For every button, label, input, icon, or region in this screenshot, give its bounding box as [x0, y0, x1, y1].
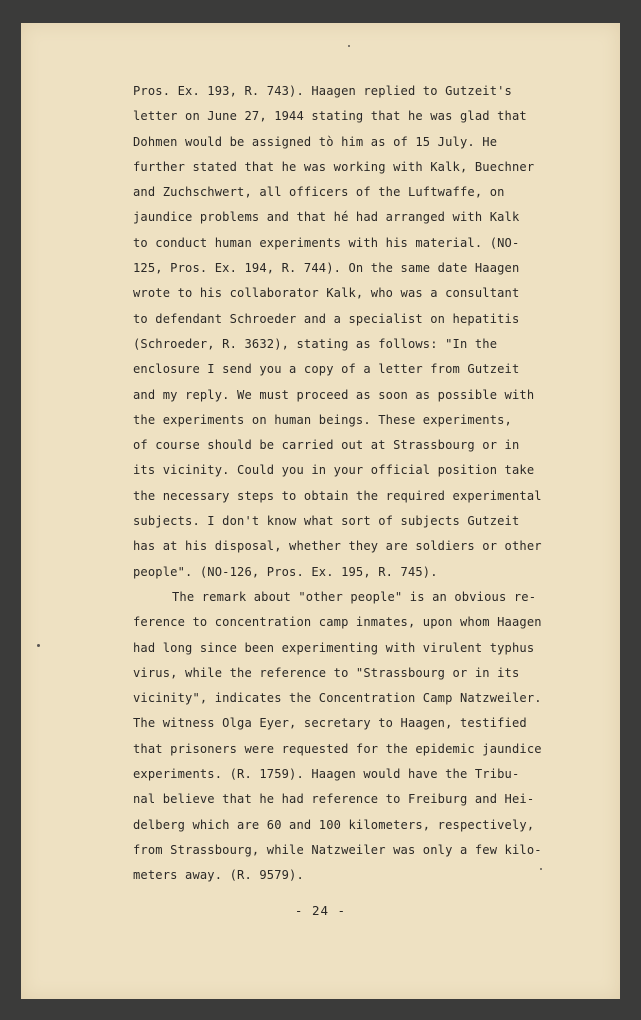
text-line: jaundice problems and that hé had arranged with Kalk — [133, 210, 520, 225]
text-line: the experiments on human beings. These experiments, — [133, 412, 512, 427]
page-number: - 24 - — [294, 903, 347, 918]
paper-speck — [348, 45, 350, 47]
text-line: subjects. I don't know what sort of subjects Gutzeit — [133, 514, 520, 529]
text-line: ference to concentration camp inmates, upon whom Haagen — [133, 615, 542, 630]
text-line: letter on June 27, 1944 stating that he was glad that — [133, 109, 527, 124]
text-line: wrote to his collaborator Kalk, who was a consultant — [133, 286, 520, 301]
text-line: enclosure I send you a copy of a letter from Gutzeit — [133, 362, 520, 377]
text-line: The witness Olga Eyer, secretary to Haagen, testified — [133, 716, 527, 731]
text-line: its vicinity. Could you in your official position take — [133, 463, 535, 478]
text-line: further stated that he was working with Kalk, Buechner — [133, 159, 535, 174]
text-line: virus, while the reference to "Strassbourg or in its — [133, 665, 520, 680]
document-page — [21, 23, 620, 999]
text-line: people". (NO-126, Pros. Ex. 195, R. 745). — [133, 564, 438, 579]
text-line: from Strassbourg, while Natzweiler was only a few kilo- — [133, 842, 542, 857]
text-line: to defendant Schroeder and a specialist on hepatitis — [133, 311, 520, 326]
text-line: had long since been experimenting with virulent typhus — [133, 640, 535, 655]
text-line: of course should be carried out at Strassbourg or in — [133, 438, 520, 453]
text-line: Pros. Ex. 193, R. 743). Haagen replied to Gutzeit's — [133, 84, 512, 98]
text-line: to conduct human experiments with his material. (NO- — [133, 235, 520, 250]
text-line: delberg which are 60 and 100 kilometers, respectively, — [133, 817, 535, 832]
text-line: The remark about "other people" is an obvious re- — [172, 589, 537, 604]
text-line: and my reply. We must proceed as soon as possible with — [133, 387, 535, 402]
text-line: 125, Pros. Ex. 194, R. 744). On the same date Haagen — [133, 261, 520, 276]
text-line: Dohmen would be assigned tò him as of 15 July. He — [133, 134, 498, 149]
text-line: (Schroeder, R. 3632), stating as follows: "In the — [133, 336, 498, 351]
paper-speck — [37, 644, 40, 647]
text-line: vicinity", indicates the Concentration Camp Natzweiler. — [133, 691, 542, 706]
text-line: has at his disposal, whether they are soldiers or other — [133, 539, 542, 554]
text-line: the necessary steps to obtain the required experimental — [133, 488, 542, 503]
text-line: and Zuchschwert, all officers of the Luftwaffe, on — [133, 185, 505, 200]
text-line: experiments. (R. 1759). Haagen would have the Tribu- — [133, 767, 520, 782]
body-text — [133, 79, 563, 889]
text-line: nal believe that he had reference to Freiburg and Hei- — [133, 792, 535, 807]
text-line: that prisoners were requested for the epidemic jaundice — [133, 741, 542, 756]
text-line: meters away. (R. 9579). — [133, 868, 304, 883]
